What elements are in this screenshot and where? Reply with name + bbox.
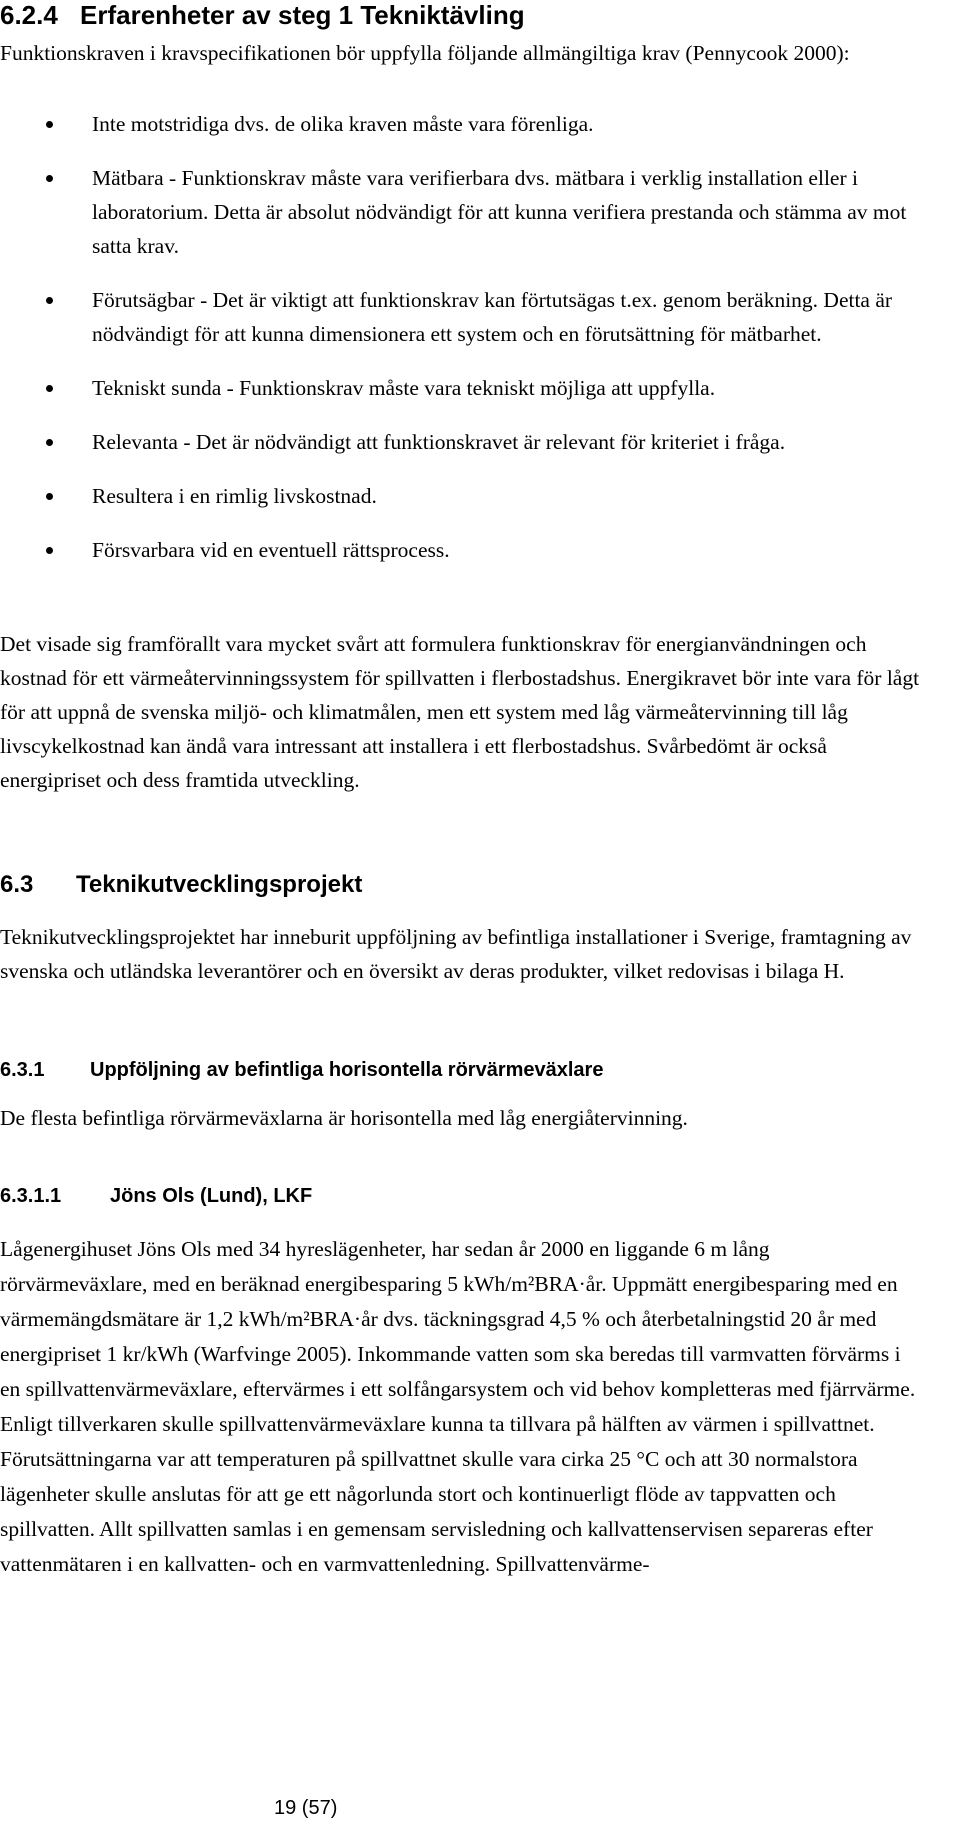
section-heading-6-3-1-1 [0,1185,312,1208]
list-item: Inte motstridiga dvs. de olika kraven måste vara förenliga. [0,107,920,141]
section-6-3-1-1-paragraph: Lågenergihuset Jöns Ols med 34 hyreslägenheter, har sedan år 2000 en liggande 6 m lång rörvärmeväxlare, med en beräknad energibesparing 5 kWh/m²BRA·år. Uppmätt energibesparing med en värmemängdsmätare är 1,2 kWh/m²BRA·år dvs. täckningsgrad 4,5 % och återbetalningstid 20 år med energipriset 1 kr/kWh (Warfvinge 2005). Inkommande vatten som ska beredas till varmvatten förvärms i en spillvattenvärmeväxlare, eftervärmes i ett solfångarsystem och vid behov kompletteras med fjärrvärme. Enligt tillverkaren skulle spillvattenvärmeväxlare kunna ta tillvara på hälften av värmen i spillvattnet. Förutsättningarna var att temperaturen på spillvattnet skulle vara cirka 25 °C och att 30 normalstora lägenheter skulle anslutas för att ge ett någorlunda stort och kontinuerligt flöde av tappvatten och spillvatten. Allt spillvatten samlas i en gemensam servisledning och kallvattenservisen separeras efter vattenmätaren i en kallvatten- och en varmvattenledning. Spillvattenvärme- [0,1237,916,1576]
bullet-icon [46,175,53,182]
section-number: 6.3.1 [0,1059,45,1081]
list-item: Tekniskt sunda - Funktionskrav måste vara tekniskt möjliga att uppfylla. [0,371,920,405]
bullet-icon [46,297,53,304]
list-item: Förutsägbar - Det är viktigt att funktionskrav kan förtutsägas t.ex. genom beräkning. Detta är nödvändigt för att kunna dimensionera ett system och en förutsättning för mätbarhet. [0,283,920,351]
section-number: 6.3.1.1 [0,1185,62,1207]
bullet-icon [46,493,53,500]
section-title: Teknikutvecklingsprojekt [76,871,363,898]
bullet-icon [46,439,53,446]
requirements-list [0,107,920,587]
section-title: Erfarenheter av steg 1 Tekniktävling [80,0,525,30]
section-6-3-paragraph: Teknikutvecklingsprojektet har inneburit uppföljning av befintliga installationer i Sverige, framtagning av svenska och utländska leverantörer och en översikt av deras produkter, vilket redovisas i bilaga H. [0,925,912,983]
list-item: Försvarbara vid en eventuell rättsprocess. [0,533,920,567]
bullet-icon [46,385,53,392]
list-item: Relevanta - Det är nödvändigt att funktionskravet är relevant för kriteriet i fråga. [0,425,920,459]
section-heading-6-3 [0,871,362,899]
list-item: Resultera i en rimlig livskostnad. [0,479,920,513]
section-heading-6-3-1 [0,1059,603,1082]
bullet-icon [46,121,53,128]
section-title: Jöns Ols (Lund), LKF [110,1185,313,1207]
page-number: 19 (57) [274,1797,338,1819]
section-title: Uppföljning av befintliga horisontella rörvärmeväxlare [90,1059,604,1081]
intro-paragraph: Funktionskraven i kravspecifikationen bör uppfylla följande allmängiltiga krav (Pennycook 2000): [0,41,850,65]
section-number: 6.2.4 [0,0,58,30]
bullet-icon [46,547,53,554]
list-item: Mätbara - Funktionskrav måste vara verifierbara dvs. mätbara i verklig installation eller i laboratorium. Detta är absolut nödvändigt för att kunna verifiera prestanda och stämma av mot satta krav. [0,161,920,263]
section-6-3-1-paragraph: De flesta befintliga rörvärmeväxlarna är horisontella med låg energiåtervinning. [0,1106,688,1130]
experience-paragraph: Det visade sig framförallt vara mycket svårt att formulera funktionskrav för energianvändningen och kostnad för ett värmeåtervinningssystem för spillvatten i flerbostadshus. Energikravet bör inte vara för lågt för att uppnå de svenska miljö- och klimatmålen, men ett system med låg värmeåtervinning till låg livscykelkostnad kan ändå vara intressant att installera i ett flerbostadshus. Svårbedömt är också energipriset och dess framtida utveckling. [0,632,920,792]
section-heading-6-2-4 [0,0,525,31]
section-number: 6.3 [0,871,34,898]
